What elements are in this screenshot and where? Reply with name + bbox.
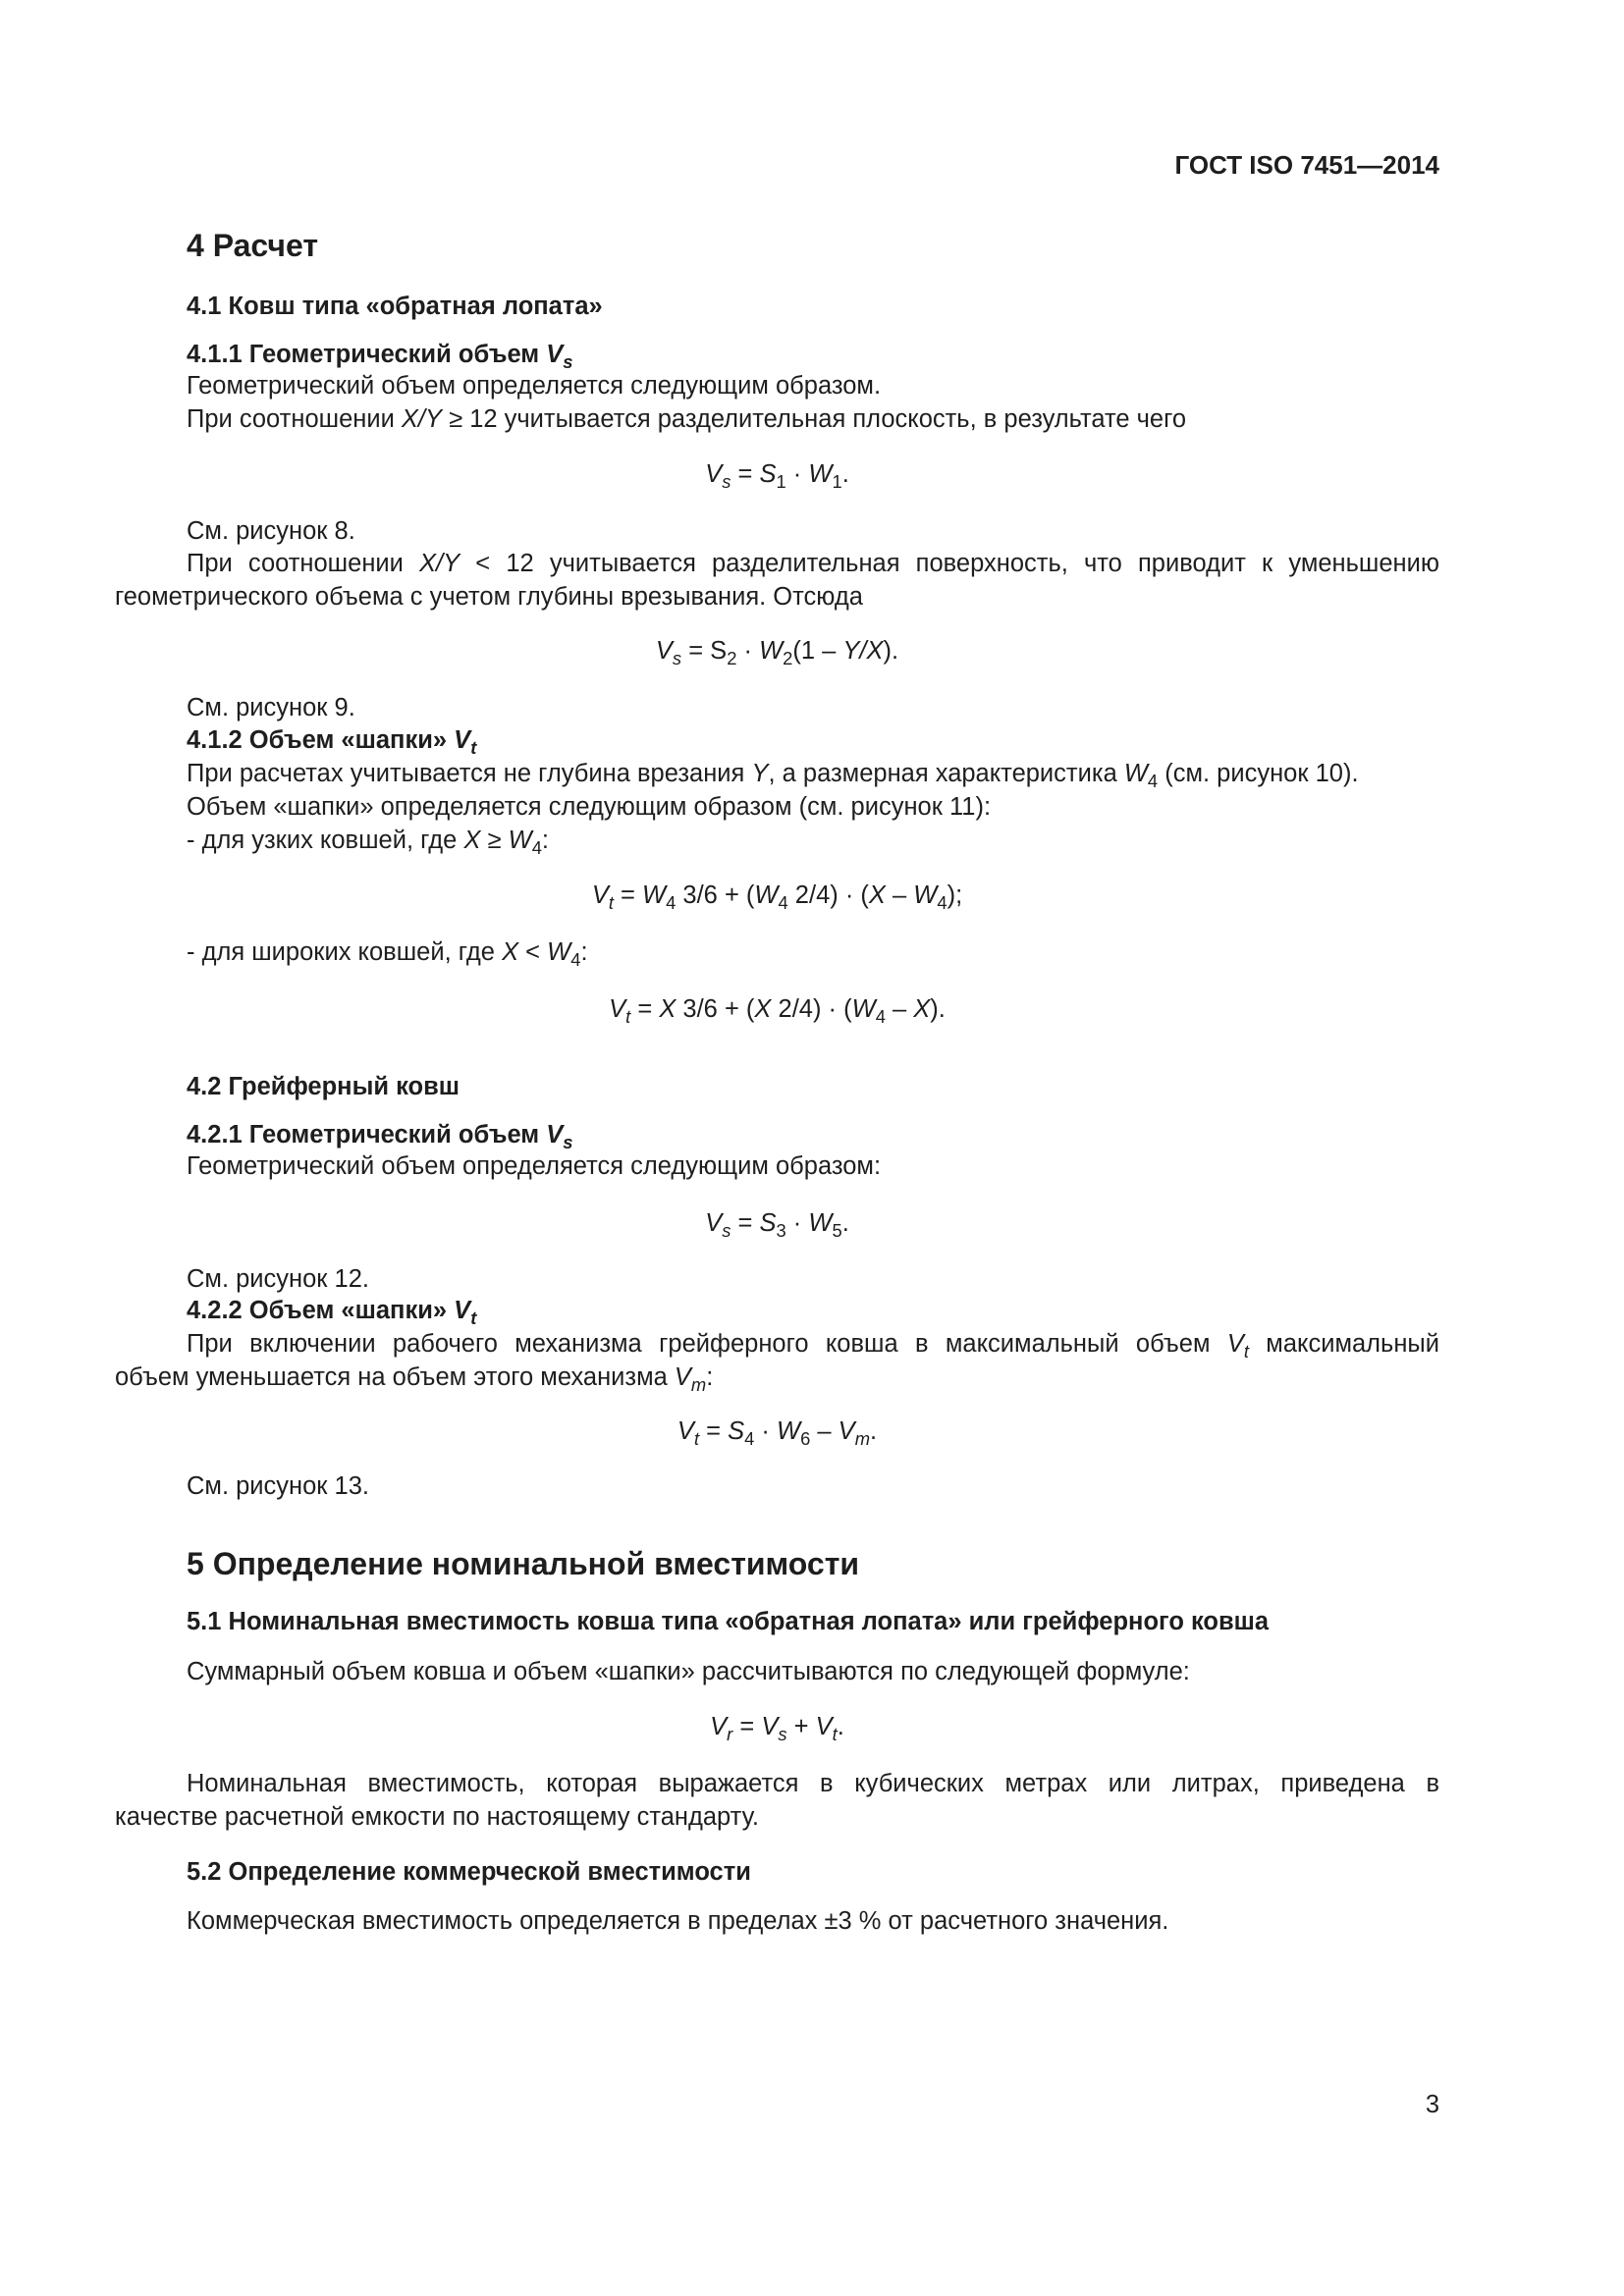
section-4-2-2-title: 4.2.2 Объем «шапки» $V_t$	[187, 1297, 477, 1328]
paragraph: объем уменьшается на объем этого механизма $V_m$:	[115, 1363, 714, 1395]
list-item: - для широких ковшей, где $X < W_4$:	[187, 938, 588, 970]
paragraph: При включении рабочего механизма грейферного ковша в максимальный объем $V_t$ максимальный	[187, 1330, 1439, 1362]
figure-reference: См. рисунок 9.	[187, 694, 355, 721]
paragraph: Объем «шапки» определяется следующим образом (см. рисунок 11):	[187, 793, 992, 821]
section-4-2-1-title: 4.2.1 Геометрический объем $V_s$	[187, 1121, 573, 1152]
standard-header: ГОСТ ISO 7451—2014	[1174, 150, 1439, 180]
formula-4: $V_t = X$ 3/6 + (X $2/4) \cdot (W_4 - X)$.	[609, 995, 946, 1027]
paragraph: При соотношении X/Y < 12 учитывается разделительная поверхность, что приводит к уменьшению	[187, 550, 1439, 577]
section-5-1-title: 5.1 Номинальная вместимость ковша типа «обратная лопата» или грейферного ковша	[187, 1608, 1270, 1635]
paragraph: Геометрический объем определяется следующим образом:	[187, 1152, 882, 1180]
formula-5: $V_s = S_3 \cdot W_5$.	[705, 1209, 849, 1241]
figure-reference: См. рисунок 13.	[187, 1472, 369, 1500]
section-4-1-1-title: 4.1.1 Геометрический объем $V_s$	[187, 341, 573, 372]
section-4-title: 4 Расчет	[187, 228, 318, 263]
list-item: - для узких ковшей, где $X \ge W_4$:	[187, 827, 550, 858]
figure-reference: См. рисунок 12.	[187, 1265, 369, 1293]
section-5-2-title: 5.2 Определение коммерческой вместимости	[187, 1858, 751, 1886]
formula-6: $V_t = S_4 \cdot W_6 - V_m$.	[677, 1417, 878, 1449]
formula-7: $V_r = V_s + V_t$.	[710, 1713, 844, 1744]
section-4-2-title: 4.2 Грейферный ковш	[187, 1073, 460, 1100]
paragraph: Суммарный объем ковша и объем «шапки» рассчитываются по следующей формуле:	[187, 1658, 1190, 1685]
paragraph: Геометрический объем определяется следующим образом.	[187, 372, 882, 400]
paragraph: При расчетах учитывается не глубина врезания Y, а размерная характеристика $W_4$ (см. рисунок 10).	[187, 760, 1359, 791]
section-5-title: 5 Определение номинальной вместимости	[187, 1546, 860, 1581]
formula-2: $V_s = S_2 \cdot W_2(1 - Y/X)$.	[655, 637, 899, 668]
paragraph: качестве расчетной емкости по настоящему стандарту.	[115, 1803, 759, 1831]
figure-reference: См. рисунок 8.	[187, 517, 355, 545]
section-4-1-2-title: 4.1.2 Объем «шапки» $V_t$	[187, 726, 477, 758]
section-4-1-title: 4.1 Ковш типа «обратная лопата»	[187, 293, 603, 320]
formula-1: $V_s = S_1 \cdot W_1$.	[705, 460, 849, 492]
paragraph: Коммерческая вместимость определяется в пределах ±3 % от расчетного значения.	[187, 1907, 1169, 1935]
formula-3: $V_t = W_4$ $3/6 + (W_4$ $2/4) \cdot (X - W_4)$;	[591, 881, 963, 913]
paragraph: геометрического объема с учетом глубины врезывания. Отсюда	[115, 583, 863, 611]
page-number: 3	[1425, 2091, 1439, 2118]
paragraph: Номинальная вместимость, которая выражается в кубических метрах или литрах, приведена в	[187, 1770, 1439, 1797]
paragraph: При соотношении X/Y ≥ 12 учитывается разделительная плоскость, в результате чего	[187, 405, 1187, 433]
